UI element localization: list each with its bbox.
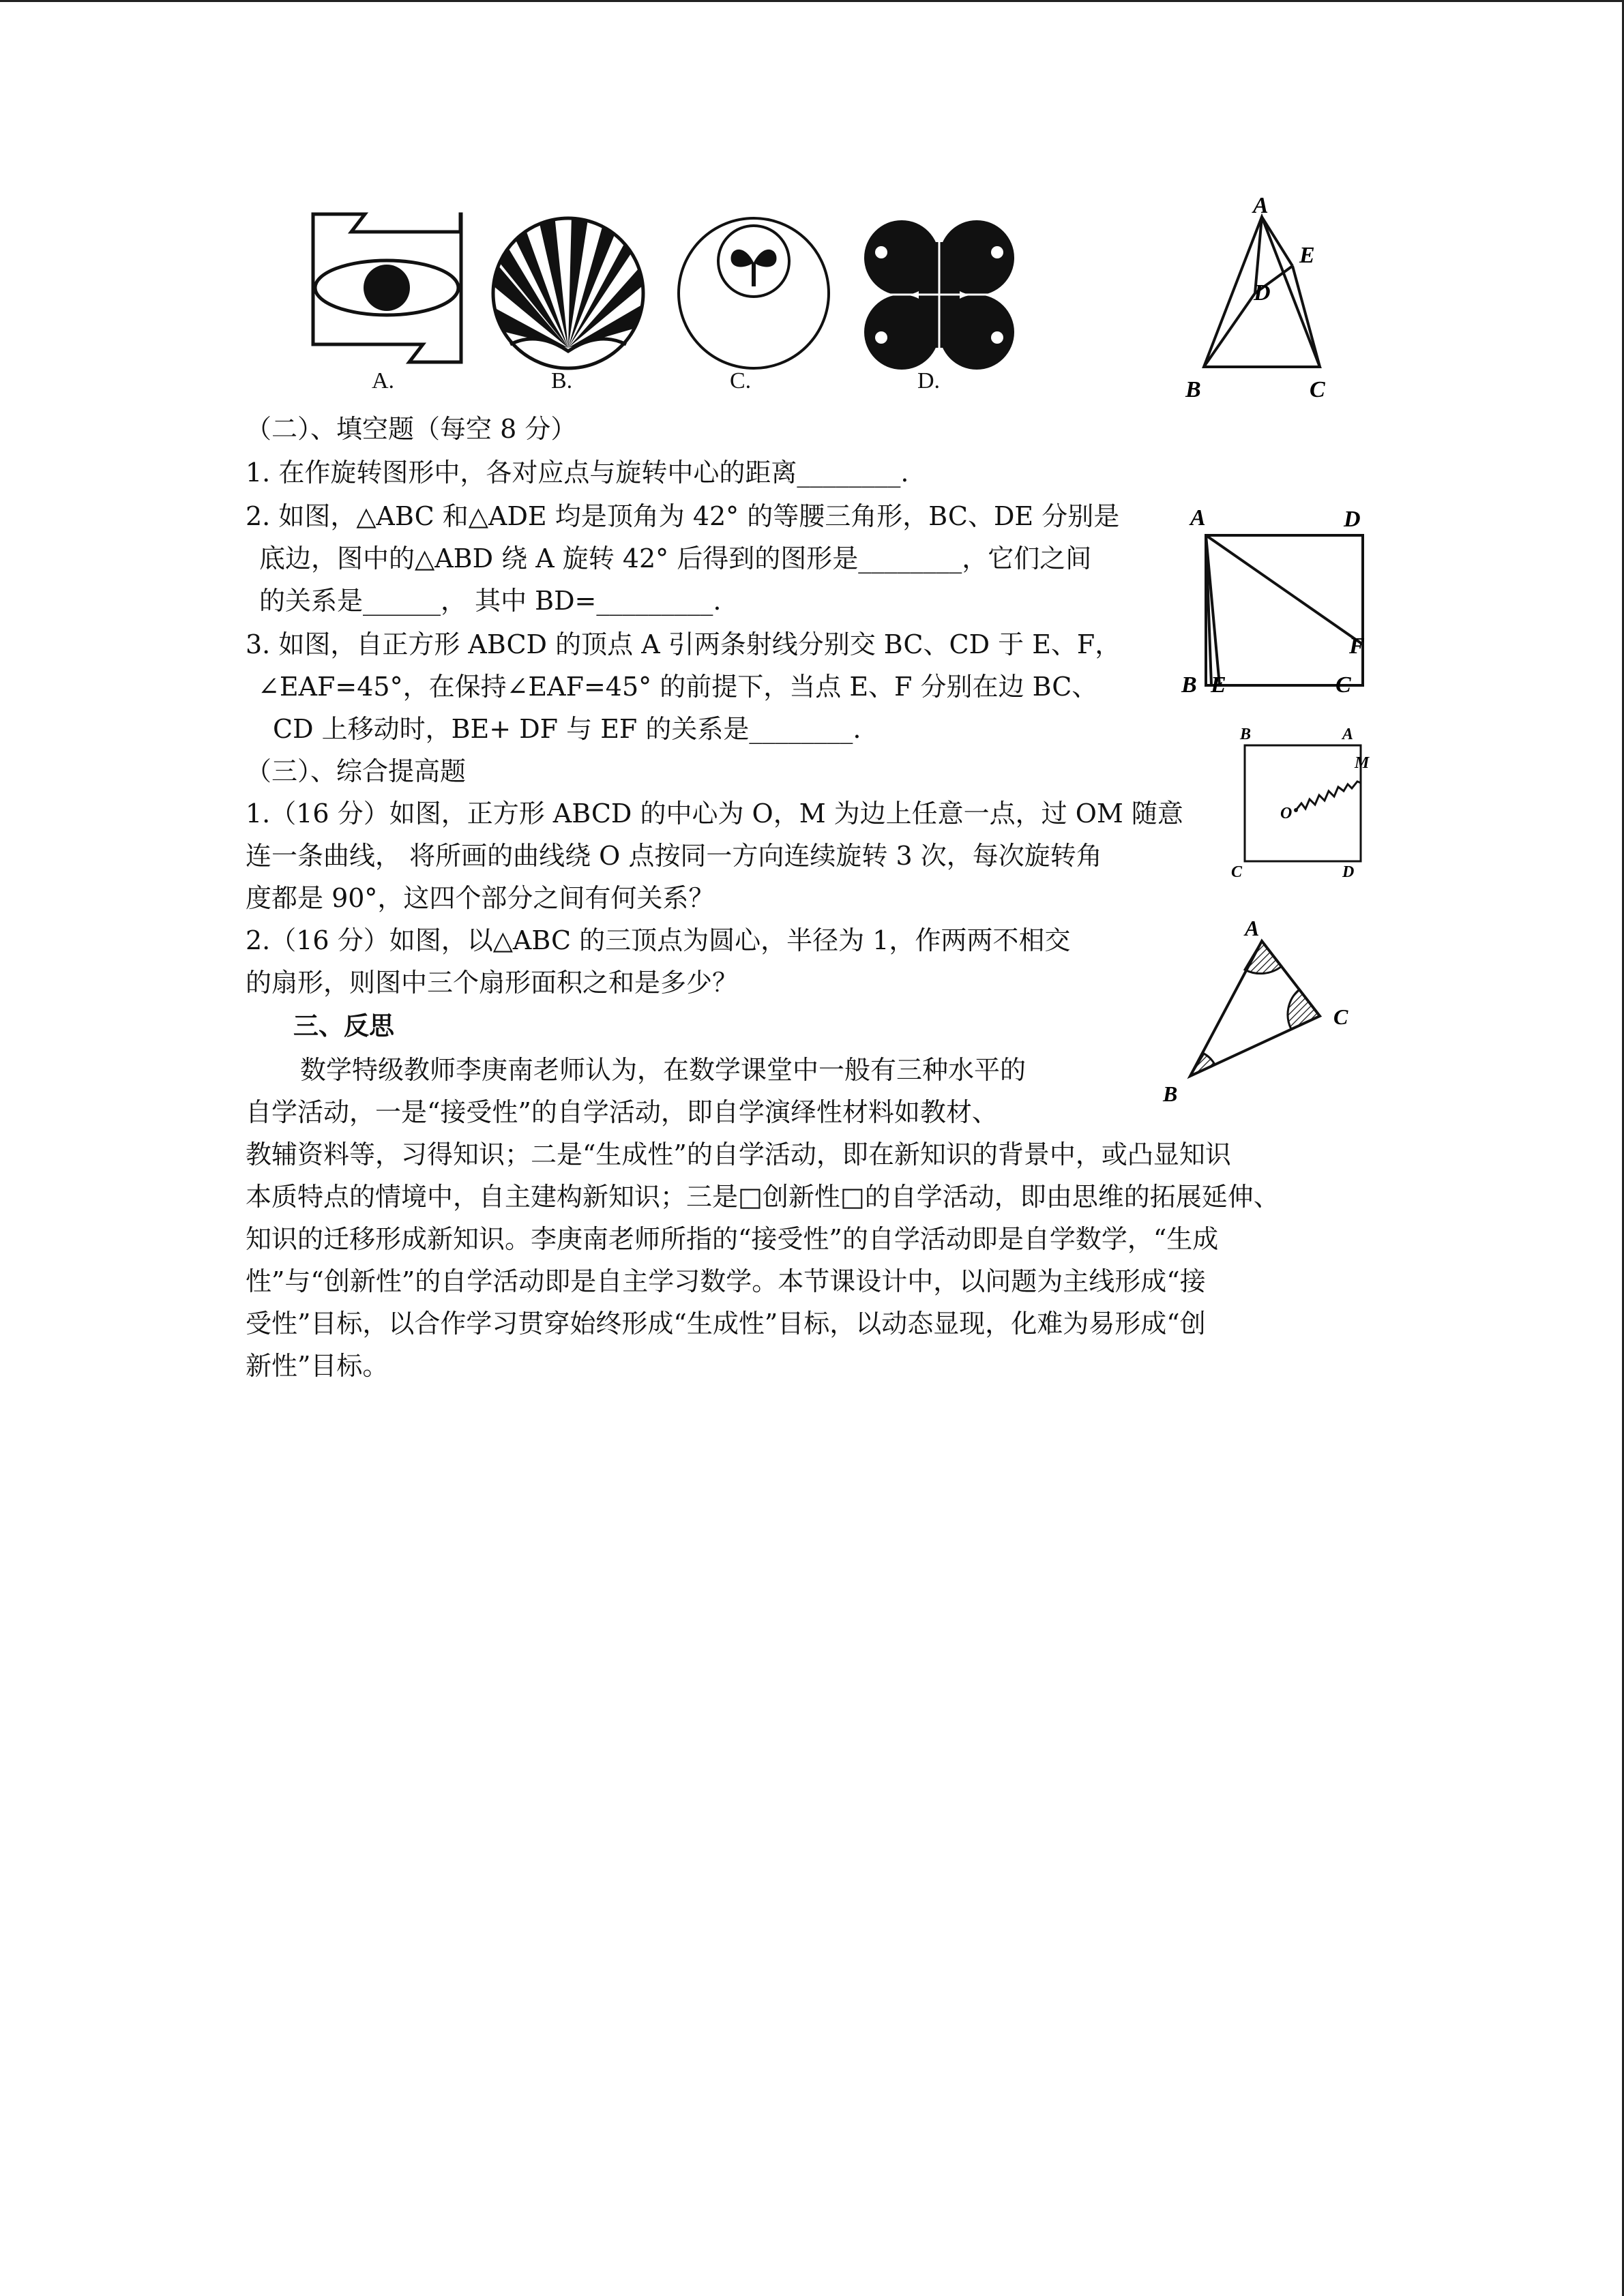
reflection-line-6: 性”与“创新性”的自学活动即是自主学习数学。本节课设计中，以问题为主线形成“接 xyxy=(246,1266,1206,1296)
fill-question-2-line-2: 底边，图中的△ABD 绕 A 旋转 42° 后得到的图形是________，它们之间 xyxy=(259,543,1092,573)
label-b: B xyxy=(1163,1082,1178,1106)
fill-question-1: 1. 在作旋转图形中，各对应点与旋转中心的距离________. xyxy=(246,458,909,488)
page-border-top xyxy=(0,0,1624,2)
label-c: C xyxy=(1335,672,1351,698)
reflection-line-7: 受性”目标，以合作学习贯穿始终形成“生成性”目标，以动态显现，化难为易形成“创 xyxy=(246,1309,1206,1339)
label-d: D xyxy=(1342,863,1355,881)
label-b: B xyxy=(1185,377,1201,402)
label-d: D xyxy=(1254,280,1271,305)
label-a: A xyxy=(1190,505,1206,531)
triangle-ade-figure xyxy=(1173,191,1350,409)
fill-question-3-line-2: ∠EAF=45°，在保持∠EAF=45° 的前提下，当点 E、F 分别在边 BC、 xyxy=(258,672,1098,702)
fill-question-3-line-3: CD 上移动时，BE+ DF 与 EF 的关系是________. xyxy=(273,714,861,744)
square-om-figure xyxy=(1221,723,1385,886)
square-aef-figure xyxy=(1180,498,1385,702)
option-d-figure xyxy=(861,218,1018,372)
option-b-figure xyxy=(490,215,647,372)
label-c: C xyxy=(1231,863,1243,881)
option-a-figure xyxy=(310,211,464,365)
label-f: F xyxy=(1349,633,1365,659)
label-d: D xyxy=(1344,507,1361,532)
label-m: M xyxy=(1355,754,1370,772)
label-o: O xyxy=(1280,805,1293,822)
option-c-figure xyxy=(675,215,832,372)
label-a: A xyxy=(1253,193,1269,218)
advanced-question-2-line-1: 2.（16 分）如图，以△ABC 的三顶点为圆心，半径为 1，作两两不相交 xyxy=(246,925,1071,955)
label-b: B xyxy=(1240,726,1252,743)
advanced-question-1-line-3: 度都是 90°，这四个部分之间有何关系？ xyxy=(246,883,715,913)
fill-question-2-line-3: 的关系是______， 其中 BD=_________. xyxy=(259,586,722,616)
label-c: C xyxy=(1333,1004,1348,1029)
fill-question-3-line-1: 3. 如图，自正方形 ABCD 的顶点 A 引两条射线分别交 BC、CD 于 E、F， xyxy=(246,629,1121,659)
reflection-line-4: 本质特点的情境中，自主建构新知识；三是□创新性□的自学活动，即由思维的拓展延伸、 xyxy=(246,1182,1280,1212)
advanced-question-1-line-2: 连一条曲线， 将所画的曲线绕 O 点按同一方向连续旋转 3 次，每次旋转角 xyxy=(246,841,1102,871)
reflection-line-8: 新性”目标。 xyxy=(246,1351,389,1381)
option-a-label: A. xyxy=(372,368,395,393)
reflection-line-3: 教辅资料等，习得知识；二是“生成性”的自学活动，即在新知识的背景中，或凸显知识 xyxy=(246,1139,1231,1169)
option-b-label: B. xyxy=(551,368,573,393)
label-e: E xyxy=(1299,243,1315,268)
fill-section-heading: （二）、填空题（每空 8 分） xyxy=(246,414,577,444)
option-d-label: D. xyxy=(917,368,941,393)
reflection-line-5: 知识的迁移形成新知识。李庚南老师所指的“接受性”的自学活动即是自学数学，“生成 xyxy=(246,1224,1219,1254)
advanced-question-2-line-2: 的扇形，则图中三个扇形面积之和是多少？ xyxy=(246,968,739,998)
label-a: A xyxy=(1342,726,1354,743)
label-b: B xyxy=(1181,672,1197,698)
reflection-line-2: 自学活动，一是“接受性”的自学活动，即自学演绎性材料如教材、 xyxy=(246,1097,998,1127)
label-a: A xyxy=(1245,916,1260,940)
advanced-section-heading: （三）、综合提高题 xyxy=(246,756,467,786)
advanced-question-1-line-1: 1.（16 分）如图，正方形 ABCD 的中心为 O，M 为边上任意一点，过 OM 随意 xyxy=(246,799,1183,829)
label-c: C xyxy=(1310,377,1325,402)
label-e: E xyxy=(1211,672,1226,698)
triangle-sectors-figure xyxy=(1153,914,1378,1112)
reflection-heading: 三、反思 xyxy=(293,1011,394,1041)
reflection-line-1: 数学特级教师李庚南老师认为，在数学课堂中一般有三种水平的 xyxy=(300,1055,1027,1085)
fill-question-2-line-1: 2. 如图，△ABC 和△ADE 均是顶角为 42° 的等腰三角形，BC、DE 分别是 xyxy=(246,501,1120,531)
option-c-label: C. xyxy=(730,368,752,393)
